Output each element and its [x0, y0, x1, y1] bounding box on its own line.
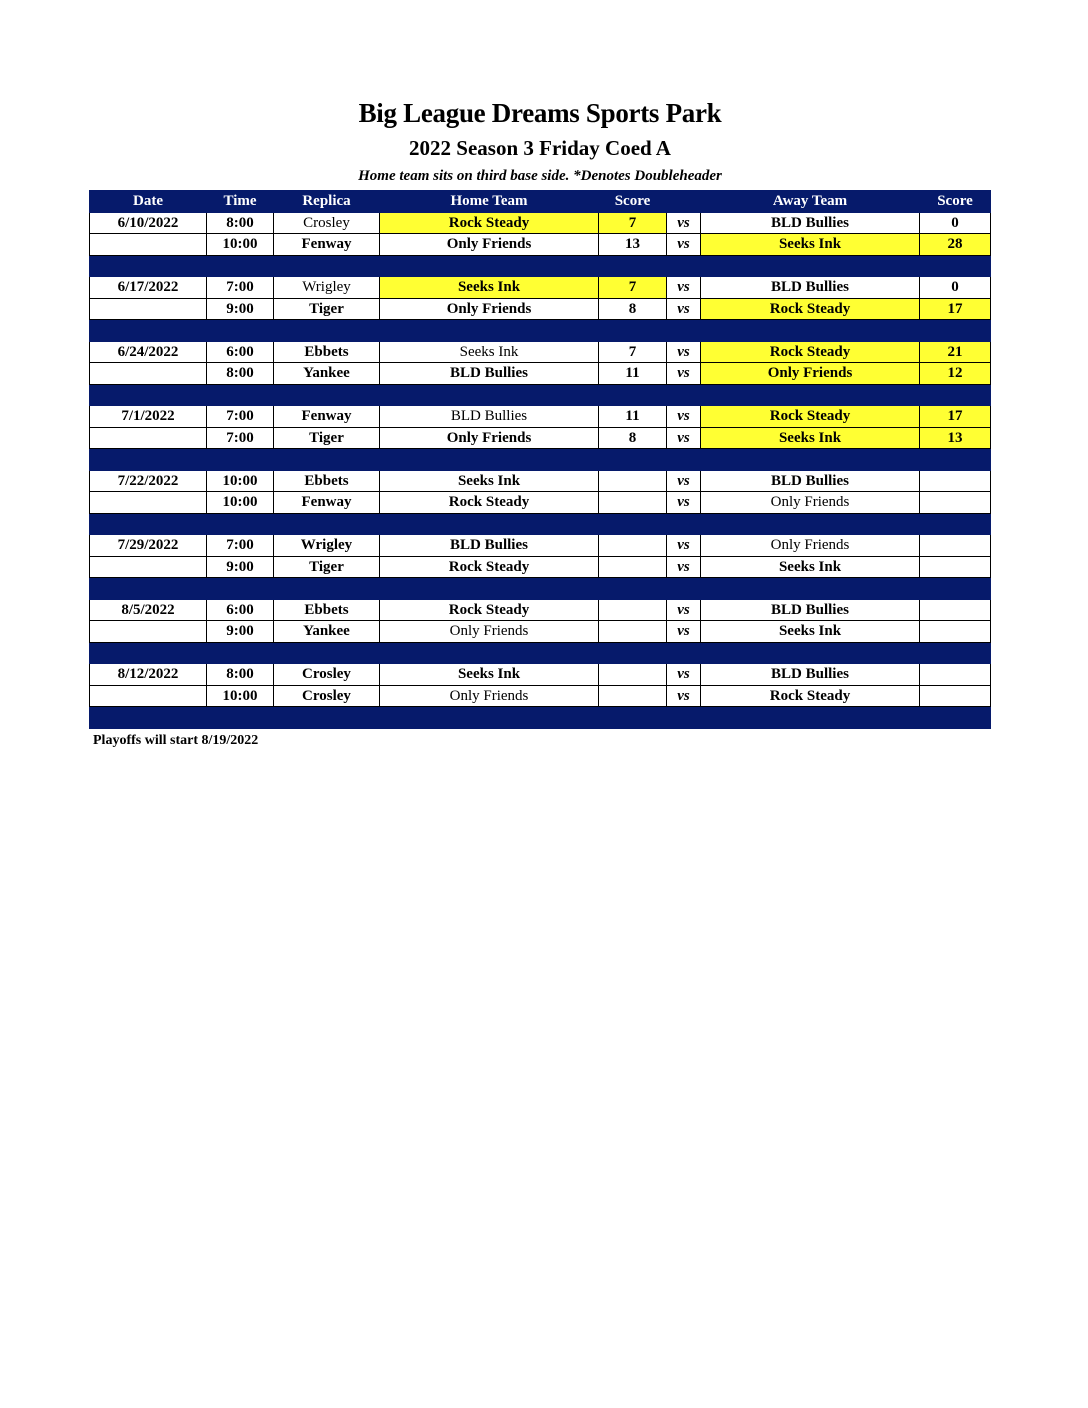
game-row	[90, 535, 991, 557]
home-score	[599, 664, 667, 686]
game-replica: Wrigley	[274, 535, 380, 557]
header-replica: Replica	[274, 191, 380, 213]
away-team: BLD Bullies	[701, 470, 920, 492]
game-time: 7:00	[207, 535, 274, 557]
game-replica: Fenway	[274, 406, 380, 428]
separator-cell	[667, 449, 701, 471]
game-replica: Tiger	[274, 298, 380, 320]
separator-cell	[701, 449, 920, 471]
separator-cell	[667, 384, 701, 406]
separator-cell	[90, 578, 207, 600]
away-team: BLD Bullies	[701, 599, 920, 621]
home-team: Seeks Ink	[380, 341, 599, 363]
header-vs	[667, 191, 701, 213]
separator-cell	[90, 513, 207, 535]
game-date	[90, 234, 207, 256]
vs-label: vs	[667, 685, 701, 707]
game-date: 7/22/2022	[90, 470, 207, 492]
separator-cell	[274, 384, 380, 406]
separator-cell	[701, 384, 920, 406]
separator-cell	[274, 255, 380, 277]
away-team: Rock Steady	[701, 298, 920, 320]
home-team: Rock Steady	[380, 212, 599, 234]
vs-label: vs	[667, 535, 701, 557]
game-row	[90, 664, 991, 686]
separator-cell	[274, 642, 380, 664]
game-time: 6:00	[207, 341, 274, 363]
away-score	[920, 599, 991, 621]
separator-cell	[701, 707, 920, 729]
away-score: 28	[920, 234, 991, 256]
game-row	[90, 556, 991, 578]
schedule-table	[89, 190, 991, 729]
separator-cell	[380, 513, 599, 535]
header-date: Date	[90, 191, 207, 213]
game-time: 10:00	[207, 234, 274, 256]
away-team: BLD Bullies	[701, 212, 920, 234]
game-row	[90, 234, 991, 256]
separator-cell	[90, 707, 207, 729]
header-home-score: Score	[599, 191, 667, 213]
game-time: 10:00	[207, 685, 274, 707]
separator-cell	[701, 578, 920, 600]
separator-cell	[274, 707, 380, 729]
game-time: 10:00	[207, 470, 274, 492]
game-replica: Ebbets	[274, 470, 380, 492]
away-score	[920, 556, 991, 578]
away-score	[920, 535, 991, 557]
separator-cell	[90, 255, 207, 277]
week-separator-row	[90, 513, 991, 535]
home-score	[599, 556, 667, 578]
separator-cell	[667, 320, 701, 342]
game-replica: Yankee	[274, 621, 380, 643]
game-date	[90, 298, 207, 320]
separator-cell	[920, 384, 991, 406]
home-score: 11	[599, 363, 667, 385]
home-score: 13	[599, 234, 667, 256]
separator-cell	[599, 255, 667, 277]
game-row	[90, 621, 991, 643]
separator-cell	[274, 449, 380, 471]
separator-cell	[274, 513, 380, 535]
separator-cell	[599, 642, 667, 664]
home-score: 7	[599, 341, 667, 363]
away-score: 12	[920, 363, 991, 385]
game-time: 8:00	[207, 363, 274, 385]
home-score	[599, 621, 667, 643]
separator-cell	[380, 320, 599, 342]
game-date	[90, 427, 207, 449]
home-team: BLD Bullies	[380, 363, 599, 385]
week-separator-row	[90, 449, 991, 471]
home-team-note: Home team sits on third base side. *Denotes Doubleheader	[358, 168, 722, 184]
vs-label: vs	[667, 664, 701, 686]
separator-cell	[667, 255, 701, 277]
game-date: 6/10/2022	[90, 212, 207, 234]
game-row	[90, 341, 991, 363]
separator-cell	[701, 320, 920, 342]
home-team: Only Friends	[380, 621, 599, 643]
home-score	[599, 535, 667, 557]
game-replica: Ebbets	[274, 599, 380, 621]
game-date	[90, 492, 207, 514]
separator-cell	[207, 513, 274, 535]
week-separator-row	[90, 320, 991, 342]
home-team: BLD Bullies	[380, 406, 599, 428]
away-team: Rock Steady	[701, 406, 920, 428]
game-row	[90, 492, 991, 514]
vs-label: vs	[667, 470, 701, 492]
separator-cell	[599, 320, 667, 342]
away-score	[920, 492, 991, 514]
separator-cell	[207, 255, 274, 277]
separator-cell	[920, 578, 991, 600]
away-team: Seeks Ink	[701, 621, 920, 643]
game-time: 7:00	[207, 277, 274, 299]
game-replica: Crosley	[274, 664, 380, 686]
vs-label: vs	[667, 427, 701, 449]
separator-cell	[667, 513, 701, 535]
separator-cell	[207, 320, 274, 342]
home-team: Rock Steady	[380, 556, 599, 578]
separator-cell	[667, 642, 701, 664]
home-team: Only Friends	[380, 298, 599, 320]
game-row	[90, 599, 991, 621]
game-replica: Fenway	[274, 234, 380, 256]
away-score	[920, 664, 991, 686]
week-separator-row	[90, 642, 991, 664]
separator-cell	[920, 707, 991, 729]
away-score: 21	[920, 341, 991, 363]
game-row	[90, 406, 991, 428]
away-team: Only Friends	[701, 492, 920, 514]
home-score	[599, 685, 667, 707]
vs-label: vs	[667, 492, 701, 514]
home-team: Rock Steady	[380, 492, 599, 514]
separator-cell	[920, 642, 991, 664]
separator-cell	[274, 320, 380, 342]
week-separator-row	[90, 578, 991, 600]
game-time: 9:00	[207, 298, 274, 320]
away-team: Rock Steady	[701, 341, 920, 363]
header-home-team: Home Team	[380, 191, 599, 213]
game-time: 9:00	[207, 621, 274, 643]
game-row	[90, 427, 991, 449]
week-separator-row	[90, 384, 991, 406]
vs-label: vs	[667, 298, 701, 320]
vs-label: vs	[667, 234, 701, 256]
away-score: 17	[920, 298, 991, 320]
separator-cell	[274, 578, 380, 600]
home-team: Only Friends	[380, 685, 599, 707]
home-score	[599, 599, 667, 621]
home-team: Seeks Ink	[380, 664, 599, 686]
game-date	[90, 363, 207, 385]
away-team: Seeks Ink	[701, 556, 920, 578]
away-team: Seeks Ink	[701, 427, 920, 449]
week-separator-row	[90, 255, 991, 277]
separator-cell	[701, 513, 920, 535]
away-team: BLD Bullies	[701, 277, 920, 299]
game-date: 8/12/2022	[90, 664, 207, 686]
home-score: 8	[599, 427, 667, 449]
home-score: 7	[599, 277, 667, 299]
separator-cell	[599, 384, 667, 406]
game-date	[90, 621, 207, 643]
game-date: 8/5/2022	[90, 599, 207, 621]
away-score: 13	[920, 427, 991, 449]
game-replica: Tiger	[274, 427, 380, 449]
separator-cell	[380, 578, 599, 600]
vs-label: vs	[667, 599, 701, 621]
separator-cell	[380, 449, 599, 471]
home-score	[599, 492, 667, 514]
away-score: 17	[920, 406, 991, 428]
home-score: 11	[599, 406, 667, 428]
home-team: Only Friends	[380, 234, 599, 256]
separator-cell	[380, 642, 599, 664]
away-score	[920, 685, 991, 707]
separator-cell	[701, 642, 920, 664]
playoffs-note: Playoffs will start 8/19/2022	[93, 733, 259, 748]
away-team: Only Friends	[701, 535, 920, 557]
game-replica: Crosley	[274, 685, 380, 707]
game-row	[90, 298, 991, 320]
page-subtitle: 2022 Season 3 Friday Coed A	[409, 136, 671, 160]
separator-cell	[380, 707, 599, 729]
away-score	[920, 470, 991, 492]
game-date: 6/17/2022	[90, 277, 207, 299]
schedule-body	[90, 212, 991, 728]
game-time: 7:00	[207, 427, 274, 449]
game-row	[90, 212, 991, 234]
separator-cell	[90, 642, 207, 664]
separator-cell	[599, 449, 667, 471]
game-row	[90, 277, 991, 299]
separator-cell	[599, 707, 667, 729]
separator-cell	[207, 707, 274, 729]
game-time: 10:00	[207, 492, 274, 514]
game-row	[90, 470, 991, 492]
home-team: BLD Bullies	[380, 535, 599, 557]
separator-cell	[599, 578, 667, 600]
away-team: Only Friends	[701, 363, 920, 385]
vs-label: vs	[667, 406, 701, 428]
separator-cell	[207, 384, 274, 406]
game-replica: Wrigley	[274, 277, 380, 299]
game-date: 7/1/2022	[90, 406, 207, 428]
separator-cell	[599, 513, 667, 535]
game-date	[90, 556, 207, 578]
vs-label: vs	[667, 556, 701, 578]
game-date: 6/24/2022	[90, 341, 207, 363]
header-row	[90, 191, 991, 213]
separator-cell	[920, 513, 991, 535]
separator-cell	[920, 320, 991, 342]
home-team: Rock Steady	[380, 599, 599, 621]
separator-cell	[701, 255, 920, 277]
game-time: 8:00	[207, 664, 274, 686]
home-score	[599, 470, 667, 492]
game-time: 9:00	[207, 556, 274, 578]
game-time: 7:00	[207, 406, 274, 428]
header-away-team: Away Team	[701, 191, 920, 213]
game-replica: Crosley	[274, 212, 380, 234]
separator-cell	[920, 255, 991, 277]
game-row	[90, 685, 991, 707]
vs-label: vs	[667, 341, 701, 363]
separator-cell	[90, 384, 207, 406]
header-away-score: Score	[920, 191, 991, 213]
separator-cell	[207, 578, 274, 600]
vs-label: vs	[667, 363, 701, 385]
home-score: 7	[599, 212, 667, 234]
game-time: 8:00	[207, 212, 274, 234]
away-team: Seeks Ink	[701, 234, 920, 256]
home-team: Only Friends	[380, 427, 599, 449]
separator-cell	[380, 255, 599, 277]
home-score: 8	[599, 298, 667, 320]
game-row	[90, 363, 991, 385]
page-title: Big League Dreams Sports Park	[358, 98, 722, 128]
away-team: BLD Bullies	[701, 664, 920, 686]
week-separator-row	[90, 707, 991, 729]
away-score: 0	[920, 277, 991, 299]
away-score: 0	[920, 212, 991, 234]
away-score	[920, 621, 991, 643]
game-time: 6:00	[207, 599, 274, 621]
vs-label: vs	[667, 621, 701, 643]
game-date	[90, 685, 207, 707]
header-time: Time	[207, 191, 274, 213]
away-team: Rock Steady	[701, 685, 920, 707]
game-replica: Fenway	[274, 492, 380, 514]
vs-label: vs	[667, 212, 701, 234]
separator-cell	[207, 642, 274, 664]
separator-cell	[920, 449, 991, 471]
separator-cell	[667, 707, 701, 729]
separator-cell	[207, 449, 274, 471]
separator-cell	[667, 578, 701, 600]
game-date: 7/29/2022	[90, 535, 207, 557]
separator-cell	[90, 320, 207, 342]
separator-cell	[380, 384, 599, 406]
vs-label: vs	[667, 277, 701, 299]
game-replica: Ebbets	[274, 341, 380, 363]
game-replica: Tiger	[274, 556, 380, 578]
separator-cell	[90, 449, 207, 471]
home-team: Seeks Ink	[380, 470, 599, 492]
game-replica: Yankee	[274, 363, 380, 385]
home-team: Seeks Ink	[380, 277, 599, 299]
